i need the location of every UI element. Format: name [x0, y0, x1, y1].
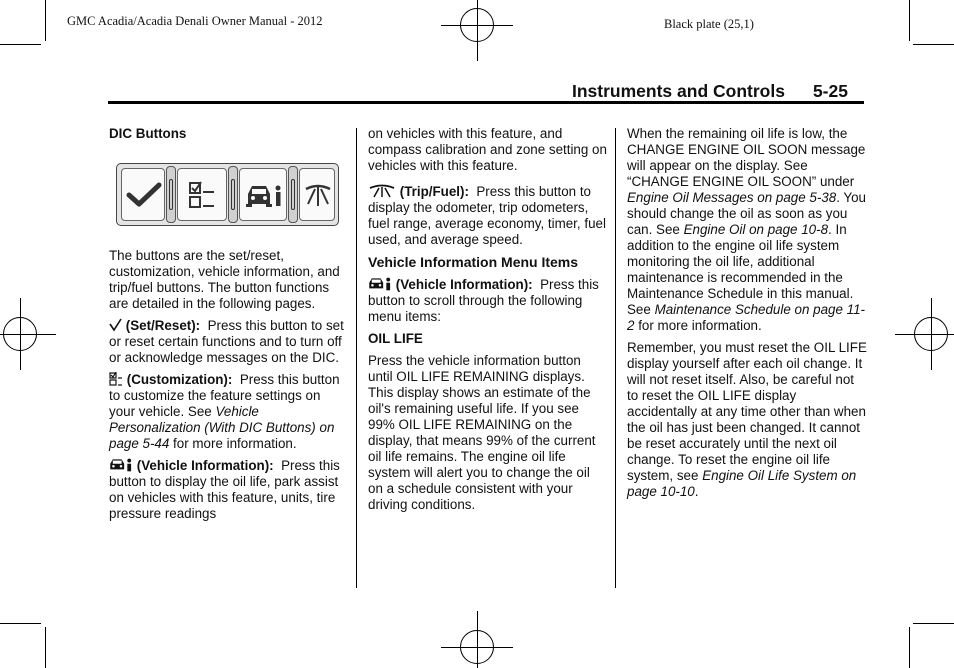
section-heading	[572, 81, 848, 102]
key-separator	[166, 166, 176, 223]
crop-mark	[45, 0, 46, 41]
engine-oil-reference: Engine Oil on page 10-8	[683, 222, 829, 237]
column-2	[368, 126, 608, 519]
paragraph-text: for more information.	[638, 318, 762, 333]
column-3	[627, 126, 867, 506]
paragraph-text: .	[694, 484, 699, 499]
registration-mark	[460, 8, 494, 42]
crop-mark	[0, 44, 41, 45]
crop-mark	[909, 0, 910, 41]
customization-text: Press this button to customize the feature settings on your vehicle. See	[109, 372, 340, 419]
trip-fuel-label: (Trip/Fuel):	[399, 184, 469, 199]
crop-mark	[909, 627, 910, 668]
customization-icon	[109, 372, 123, 386]
set-reset-label: (Set/Reset):	[125, 318, 201, 333]
customization-paragraph	[109, 372, 345, 452]
vehicle-information-key[interactable]	[239, 168, 287, 221]
vehicle-info-text: Press this button to scroll through the following menu items:	[368, 277, 599, 324]
vehicle-info-icon	[245, 182, 283, 208]
oil-life-text: Press the vehicle information button until OIL LIFE REMAINING displays. This display shows an estimate of the oil's remaining useful life. If you see 99% OIL LIFE REMAINING on the display, that means 99% of the current oil life remains. The engine oil life system will alert you to change the oil on a schedule consistent with your driving conditions.	[368, 353, 596, 512]
vehicle-info-text: Press this button to display the oil life, park assist on vehicles with this feature, units, tire pressure readings	[109, 458, 340, 521]
trip-fuel-key[interactable]	[299, 168, 335, 221]
crop-mark	[0, 623, 41, 624]
vehicle-info-label: (Vehicle Information):	[395, 277, 533, 292]
set-reset-paragraph	[109, 318, 345, 366]
customization-icon	[188, 180, 218, 210]
trip-fuel-icon	[304, 182, 332, 208]
customization-key[interactable]	[177, 168, 227, 221]
vehicle-info-label: (Vehicle Information):	[136, 458, 274, 473]
oil-life-heading: OIL LIFE	[368, 331, 423, 346]
oil-low-paragraph	[627, 126, 867, 334]
manual-title: GMC Acadia/Acadia Denali Owner Manual - 2012	[67, 14, 323, 28]
paragraph-text: . You should change the oil as soon as you can. See	[627, 190, 866, 237]
crop-mark	[913, 44, 954, 45]
oil-life-system-reference: Engine Oil Life System on page 10-10	[627, 468, 857, 499]
dic-intro: The buttons are the set/reset, customization, vehicle information, and trip/fuel buttons. The button functions are detailed in the following pages.	[109, 248, 340, 311]
vehicle-info-icon	[368, 277, 392, 291]
plate-label: Black plate (25,1)	[664, 17, 754, 31]
title-rule	[108, 101, 864, 104]
continued-text: on vehicles with this feature, and compass calibration and zone setting on vehicles with this feature.	[368, 126, 607, 173]
paragraph-text: . In addition to the engine oil life system monitoring the oil life, additional maintenance is recommended in the Maintenance Schedule in this manual. See	[627, 222, 854, 317]
paragraph-text: When the remaining oil life is low, the CHANGE ENGINE OIL SOON message will appear on the display. See “CHANGE ENGINE OIL SOON” under	[627, 126, 866, 189]
crop-mark	[913, 623, 954, 624]
engine-oil-messages-reference: Engine Oil Messages on page 5-38	[627, 190, 837, 205]
maintenance-schedule-reference: Maintenance Schedule on page 11-2	[627, 302, 866, 333]
section-title: Instruments and Controls	[572, 81, 785, 101]
set-reset-text: Press this button to set or reset certain functions and to turn off or acknowledge messages on the DIC.	[109, 318, 344, 365]
page-number: 5-25	[812, 81, 848, 101]
customization-reference: Vehicle Personalization (With DIC Buttons) on page 5-44	[109, 404, 335, 451]
crop-mark	[45, 627, 46, 668]
checkmark-icon	[109, 318, 122, 332]
vehicle-info-menu-paragraph	[368, 277, 608, 325]
paragraph-text: Remember, you must reset the OIL LIFE display yourself after each oil change. It will not reset itself. Also, be careful not to reset the OIL LIFE display accidentally at any time other than when the oil has just been changed. It cannot be reset accurately until the next oil change. To reset the engine oil life system, see	[627, 340, 867, 483]
vehicle-info-icon	[109, 458, 133, 472]
reset-reminder-paragraph	[627, 340, 867, 500]
column-1	[109, 126, 345, 528]
trip-fuel-icon	[368, 184, 396, 198]
customization-label: (Customization):	[126, 372, 233, 387]
customization-tail: for more information.	[173, 436, 297, 451]
column-divider	[356, 128, 357, 588]
checkmark-icon	[126, 182, 162, 208]
trip-fuel-paragraph	[368, 184, 608, 248]
trip-fuel-text: Press this button to display the odometer, trip odometers, fuel range, average economy, timer, fuel used, and average speed.	[368, 184, 606, 247]
dic-buttons-heading: DIC Buttons	[109, 126, 187, 141]
vehicle-info-menu-heading: Vehicle Information Menu Items	[368, 254, 579, 270]
vehicle-info-paragraph	[109, 458, 345, 522]
set-reset-key[interactable]	[121, 168, 165, 221]
registration-mark	[914, 317, 948, 351]
dic-button-panel	[116, 163, 339, 226]
registration-mark	[460, 630, 494, 664]
registration-mark	[3, 317, 37, 351]
key-separator	[288, 166, 298, 223]
column-divider	[615, 128, 616, 588]
key-separator	[228, 166, 238, 223]
